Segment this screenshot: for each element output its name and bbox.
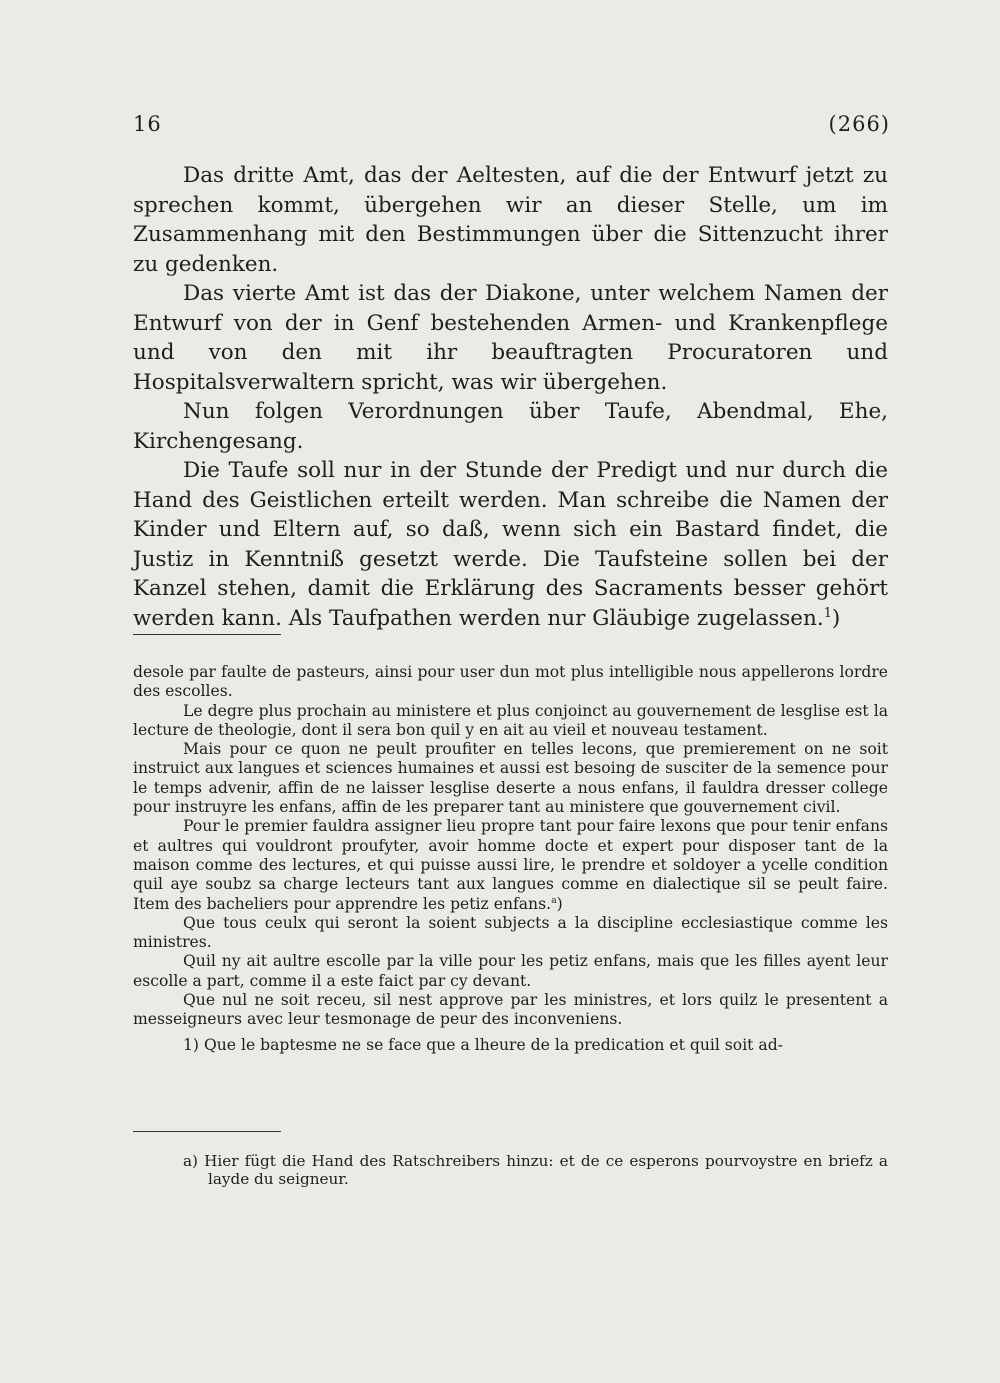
quoted-paragraph: Que nul ne soit receu, sil nest approve par les ministres, et lors quilz le presentent a messeigneurs avec leur tesmonage de peur des inconveniens.	[133, 991, 888, 1029]
footnote-a-text: a) Hier fügt die Hand des Ratschreibers hinzu: et de ce esperons pourvoystre en briefz a layde du seigneur.	[183, 1152, 888, 1188]
page-header	[133, 112, 890, 142]
footnote-1: 1) Que le baptesme ne se face que a lheure de la predication et quil soit ad-	[183, 1035, 783, 1054]
quoted-paragraph: Le degre plus prochain au ministere et plus conjoinct au gouvernement de lesglise est la lecture de theologie, dont il sera bon quil y en ait au vieil et nouveau testament.	[133, 701, 888, 739]
footnote-divider	[133, 634, 281, 635]
page-number: 16	[133, 112, 162, 136]
paragraph: Nun folgen Verordnungen über Taufe, Abendmal, Ehe, Kirchengesang.	[133, 399, 888, 454]
footnote-a	[133, 1152, 888, 1188]
footnote-marker-paren: )	[831, 605, 841, 631]
paragraph-text: Die Taufe soll nur in der Stunde der Predigt und nur durch die Hand des Geistlichen erteilt werden. Man schreibe die Namen der Kinder und Eltern auf, so daß, wenn sich ein Bastard findet, die Justiz in Kenntniß gesetzt werde. Die Taufsteine sollen bei der Kanzel stehen, damit die Erklärung des Sacraments besser gehört werden kann. Als Taufpathen werden nur Gläubige zugelassen.	[133, 458, 888, 631]
quoted-paragraph: Quil ny ait aultre escolle par la ville pour les petiz enfans, mais que les filles ayent leur escolle a part, comme il a este faict par cy devant.	[133, 952, 888, 990]
note-a-marker: a	[551, 894, 557, 906]
quoted-source-text	[133, 663, 888, 1055]
quoted-paragraph: desole par faulte de pasteurs, ainsi pour user dun mot plus intelligible nous appellerons lordre des escolles.	[133, 663, 888, 701]
paragraph	[133, 456, 888, 633]
footnote-divider-a	[133, 1131, 281, 1132]
quoted-paragraph-text: Pour le premier fauldra assigner lieu propre tant pour faire lexons que pour tenir enfans et aultres qui vouldront proufyter, avoir homme docte et expert pour disposer tant de la maison comme des lectures, et qui puisse aussi lire, le prendre et soldoyer a ycelle condition quil aye soubz sa charge lecteurs tant aux langues comme en dialectique sil se peult faire. Item des bacheliers pour apprendre les petiz enfans.	[133, 817, 888, 913]
main-text	[133, 161, 888, 633]
quoted-paragraph	[133, 817, 888, 913]
quoted-paragraph: Mais pour ce quon ne peult proufiter en telles lecons, que premierement on ne soit instruict aux langues et sciences humaines et aussi est besoing de susciter de la semence pour le temps advenir, affin de ne laisser lesglise deserte a nous enfans, il fauldra dresser college pour instruyre les enfans, affin de les preparer tant au ministere que gouvernement civil.	[133, 740, 888, 817]
quoted-paragraph: Que tous ceulx qui seront la soient subjects a la discipline ecclesiastique comme les ministres.	[133, 913, 888, 952]
original-page-number: (266)	[828, 112, 890, 136]
footnote-marker: 1	[823, 605, 832, 621]
paragraph: Das vierte Amt ist das der Diakone, unter welchem Namen der Entwurf von der in Genf bestehenden Armen- und Krankenpflege und von den mit ihr beauftragten Procuratoren und Hospitalsverwaltern spricht, was wir übergehen.	[133, 281, 888, 395]
paragraph: Das dritte Amt, das der Aeltesten, auf die der Entwurf jetzt zu sprechen kommt, übergehen wir an dieser Stelle, um im Zusammenhang mit den Bestimmungen über die Sittenzucht ihrer zu gedenken.	[133, 163, 888, 277]
note-a-marker-paren: )	[556, 894, 563, 913]
